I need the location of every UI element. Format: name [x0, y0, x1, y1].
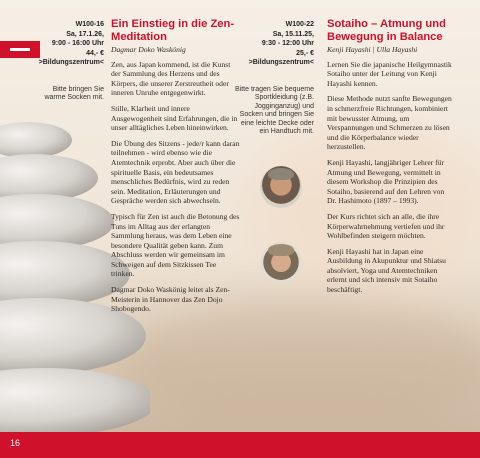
dash-icon	[10, 48, 30, 51]
course-date: Sa, 15.11.25,	[272, 30, 314, 38]
article-paragraph: Lernen Sie die japanische Heilgymnastik Sotaiho unter der Leitung von Kenji Hayashi kennen.	[327, 59, 452, 88]
portrait-ulla-hayashi	[260, 242, 302, 284]
article-paragraph: Kenji Hayashi, langjähriger Lehrer für Atmung und Bewegung, vermittelt in diesem Workshop die Prinzipien des Sotaiho, basierend auf den Lehren von Dr. Hashimoto (1897 – 1993).	[327, 157, 445, 206]
course-price: 25,- €	[296, 49, 314, 57]
course-code: W100-16	[75, 21, 104, 28]
page-number: 16	[10, 438, 21, 448]
course-note: Bitte bringen Sie warme Socken mit.	[44, 85, 104, 101]
course-date: Sa, 17.1.26,	[66, 30, 104, 38]
course-location: >Bildungszentrum<	[248, 59, 314, 66]
course-meta-left	[38, 20, 104, 103]
course-location: >Bildungszentrum<	[38, 59, 104, 66]
article-title: Sotaiho – Atmung und Bewegung in Balance	[327, 18, 446, 43]
course-meta-right	[234, 20, 314, 137]
article-paragraph: Dagmar Doko Waskönig leitet als Zen-Meisterin in Hannover das Zen Dojo Shobogendo.	[111, 285, 230, 314]
article-paragraph: Typisch für Zen ist auch die Betonung des Tuns im Alltag aus der erlangten Sammlung heraus, was dem Leben eine besondere Qualität geben kann. Zum Abschluss werden wir gemeinsam im Schweigen auf dem Sitzkissen Tee trinken.	[111, 211, 240, 279]
article-author: Kenji Hayashi | Ulla Hayashi	[327, 45, 418, 54]
portrait-kenji-hayashi	[260, 166, 302, 208]
hair-shape	[268, 244, 294, 256]
article-zen-meditation	[111, 18, 241, 320]
article-title: Ein Einstieg in die Zen-Meditation	[111, 18, 235, 43]
article-paragraph: Diese Methode nutzt sanfte Bewegungen in schmerzfreie Richtungen, kombiniert mit bewusster Atmung, um Verspannungen und Schmerzen zu lösen und die Körperbalance wieder herzustellen.	[327, 94, 452, 152]
course-note: Bitte tragen Sie bequeme Sportkleidung (z.B. Jogginganzug) und Socken und bringen Sie eine leichte Decke oder ein Handtuch mit.	[235, 85, 314, 135]
course-code: W100-22	[285, 21, 314, 28]
hair-shape	[268, 168, 294, 180]
section-marker	[0, 41, 40, 58]
course-time: 9:00 - 16:00 Uhr	[51, 40, 104, 47]
article-sotaiho	[327, 18, 455, 301]
article-paragraph: Zen, aus Japan kommend, ist die Kunst der Sammlung des Herzens und des Körpers, die unserer Zerstreutheit oder inneren Unruhe entgegenwirkt.	[111, 59, 231, 98]
article-paragraph: Stille, Klarheit und innere Ausgewogenheit sind Erfahrungen, die in unser alltägliches Leben hineinwirken.	[111, 103, 238, 133]
article-paragraph: Die Übung des Sitzens - jede/r kann daran teilnehmen - wird ebenso wie die Atemtechnik erprobt. Aber auch über die spirituelle Basis, ein bedeutsames menschliches Bedürfnis, wird zu reden sein. Meditation, Erläuterungen und Gespräche werden sich abwechseln.	[111, 138, 240, 206]
article-paragraph: Kenji Hayashi hat in Japan eine Ausbildung in Akupunktur und Shiatsu absolviert, Yoga und Atemtechniken erlernt und sich intensiv mit Sotaiho beschäftigt.	[327, 246, 446, 295]
course-price: 44,- €	[86, 49, 104, 57]
page-footer	[0, 432, 480, 458]
course-time: 9:30 - 12:00 Uhr	[261, 40, 314, 47]
article-author: Dagmar Doko Waskönig	[111, 45, 186, 54]
article-paragraph: Der Kurs richtet sich an alle, die ihre Körperwahrnehmung vertiefen und ihr Wohlbefinden steigern möchten.	[327, 211, 445, 241]
